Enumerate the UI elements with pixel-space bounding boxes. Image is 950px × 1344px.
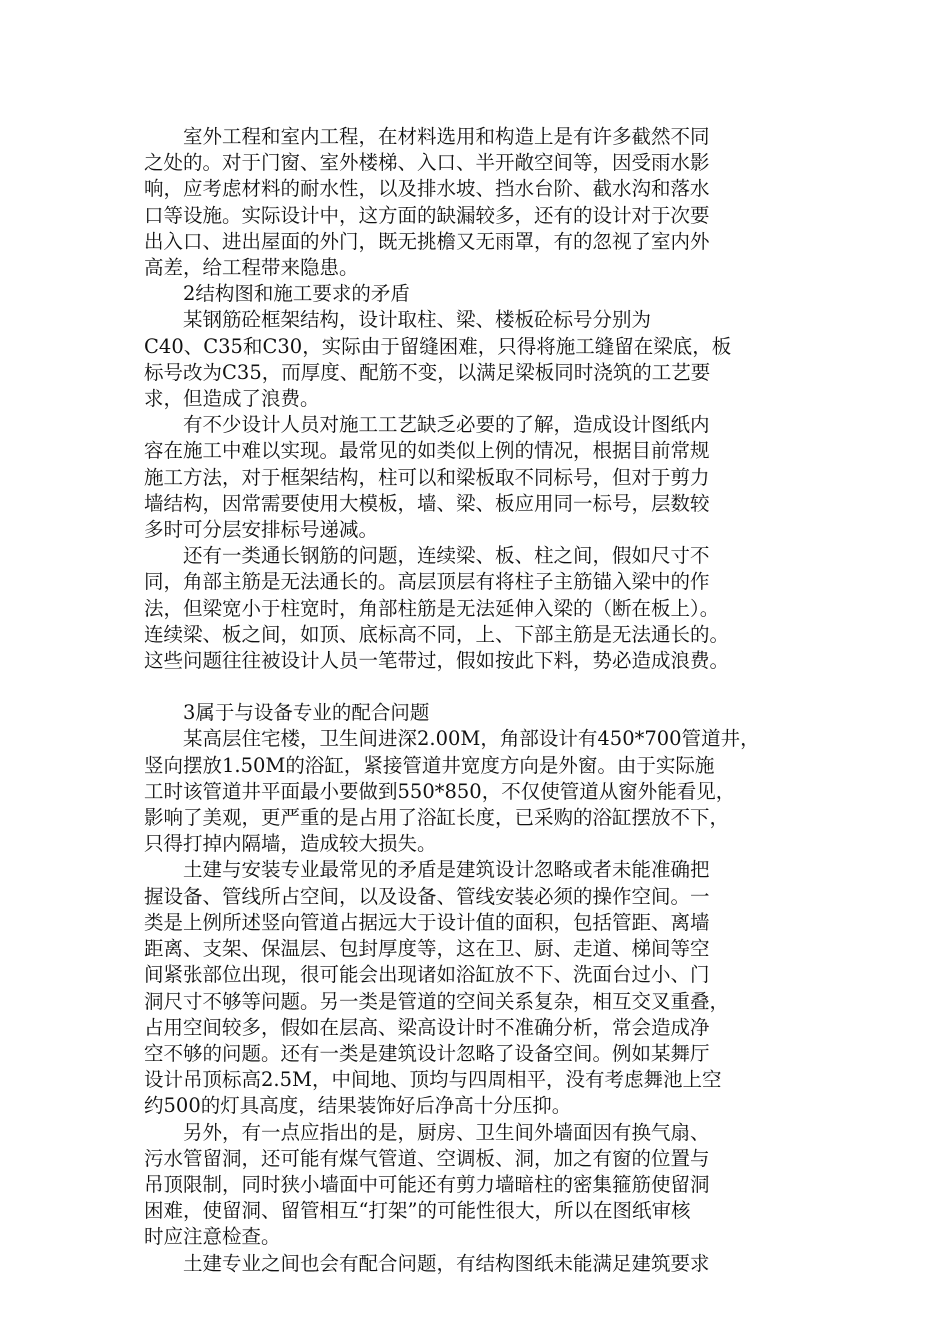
paragraph-installation-conflicts: 土建与安装专业最常见的矛盾是建筑设计忽略或者未能准确把 握设备、管线所占空间，以及设备、管线安装必须的操作空间。一 类是上例所述竖向管道占据远大于设计值的面积，包括管距、离墙 距离、支架、保温层、包封厚度等，这在卫、厨、走道、梯间等空 间紧张部位出现，很可能会出现诸如浴缸放不下、洗面台过小、门 洞尺寸不够等问题。另一类是管道的空间关系复杂，相互交叉重叠， 占用空间较多，假如在层高、梁高设计时不准确分析，常会造成净 空不够的问题。还有一类是建筑设计忽略了设备空间。例如某舞厅 设计吊顶标高2.5M，中间地、顶均与四周相平，没有考虑舞池上空 约500的灯具高度，结果装饰好后净高十分压抑。 bbox=[144, 858, 730, 1118]
paragraph-concrete-grade: 某钢筋砼框架结构，设计取柱、梁、楼板砼标号分别为 C40、C35和C30，实际由于留缝困难，只得将施工缝留在梁底，板 标号改为C35，而厚度、配筋不变，以满足梁板同时浇筑的工艺要 求，但造成了浪费。 bbox=[144, 308, 732, 411]
paragraph-gap bbox=[144, 674, 810, 700]
paragraph-continuous-rebar: 还有一类通长钢筋的问题，连续梁、板、柱之间，假如尺寸不 同，角部主筋是无法通长的。高层顶层有将柱子主筋锚入梁中的作 法，但梁宽小于柱宽时，角部柱筋是无法延伸入梁的（断在板上）。 连续梁、板之间，如顶、底标高不同，上、下部主筋是无法通长的。 这些问题往往被设计人员一笔带过，假如按此下料，势必造成浪费。 bbox=[144, 544, 730, 673]
heading-structure-construction: 2结构图和施工要求的矛盾 bbox=[144, 282, 410, 306]
paragraph-outdoor-engineering: 室外工程和室内工程，在材料选用和构造上是有许多截然不同 之处的。对于门窗、室外楼梯、入口、半开敞空间等，因受雨水影 响，应考虑材料的耐水性，以及排水坡、挡水台阶、截水沟和落水 口等设施。实际设计中，这方面的缺漏较多，还有的设计对于次要 出入口、进出屋面的外门，既无挑檐又无雨罩，有的忽视了室内外 高差，给工程带来隐患。 bbox=[144, 125, 710, 280]
heading-equipment-coordination: 3属于与设备专业的配合问题 bbox=[144, 701, 430, 725]
paragraph-construction-process: 有不少设计人员对施工工艺缺乏必要的了解，造成设计图纸内 容在施工中难以实现。最常见的如类似上例的情况，根据目前常规 施工方法，对于框架结构，柱可以和梁板取不同标号，但对于剪力 墙结构，因常需要使用大模板，墙、梁、板应用同一标号，层数较 多时可分层安排标号递减。 bbox=[144, 413, 710, 542]
paragraph-civil-coordination: 土建专业之间也会有配合问题，有结构图纸未能满足建筑要求 bbox=[144, 1251, 710, 1275]
body-text bbox=[144, 124, 810, 1277]
paragraph-wall-openings: 另外，有一点应指出的是，厨房、卫生间外墙面因有换气扇、 污水管留洞，还可能有煤气管道、空调板、洞，加之有窗的位置与 吊顶限制，同时狭小墙面中可能还有剪力墙暗柱的密集箍筋使留洞 困难，使留洞、留管相互“打架”的可能性很大，所以在图纸审核 时应注意检查。 bbox=[144, 1120, 710, 1249]
paragraph-bathroom-shaft: 某高层住宅楼，卫生间进深2.00M，角部设计有450*700管道井， 竖向摆放1.50M的浴缸，紧接管道井宽度方向是外窗。由于实际施 工时该管道井平面最小要做到550*850，不仅使管道从窗外能看见， 影响了美观，更严重的是占用了浴缸长度，已采购的浴缸摆放不下， 只得打掉内隔墙，造成较大损失。 bbox=[144, 727, 760, 856]
